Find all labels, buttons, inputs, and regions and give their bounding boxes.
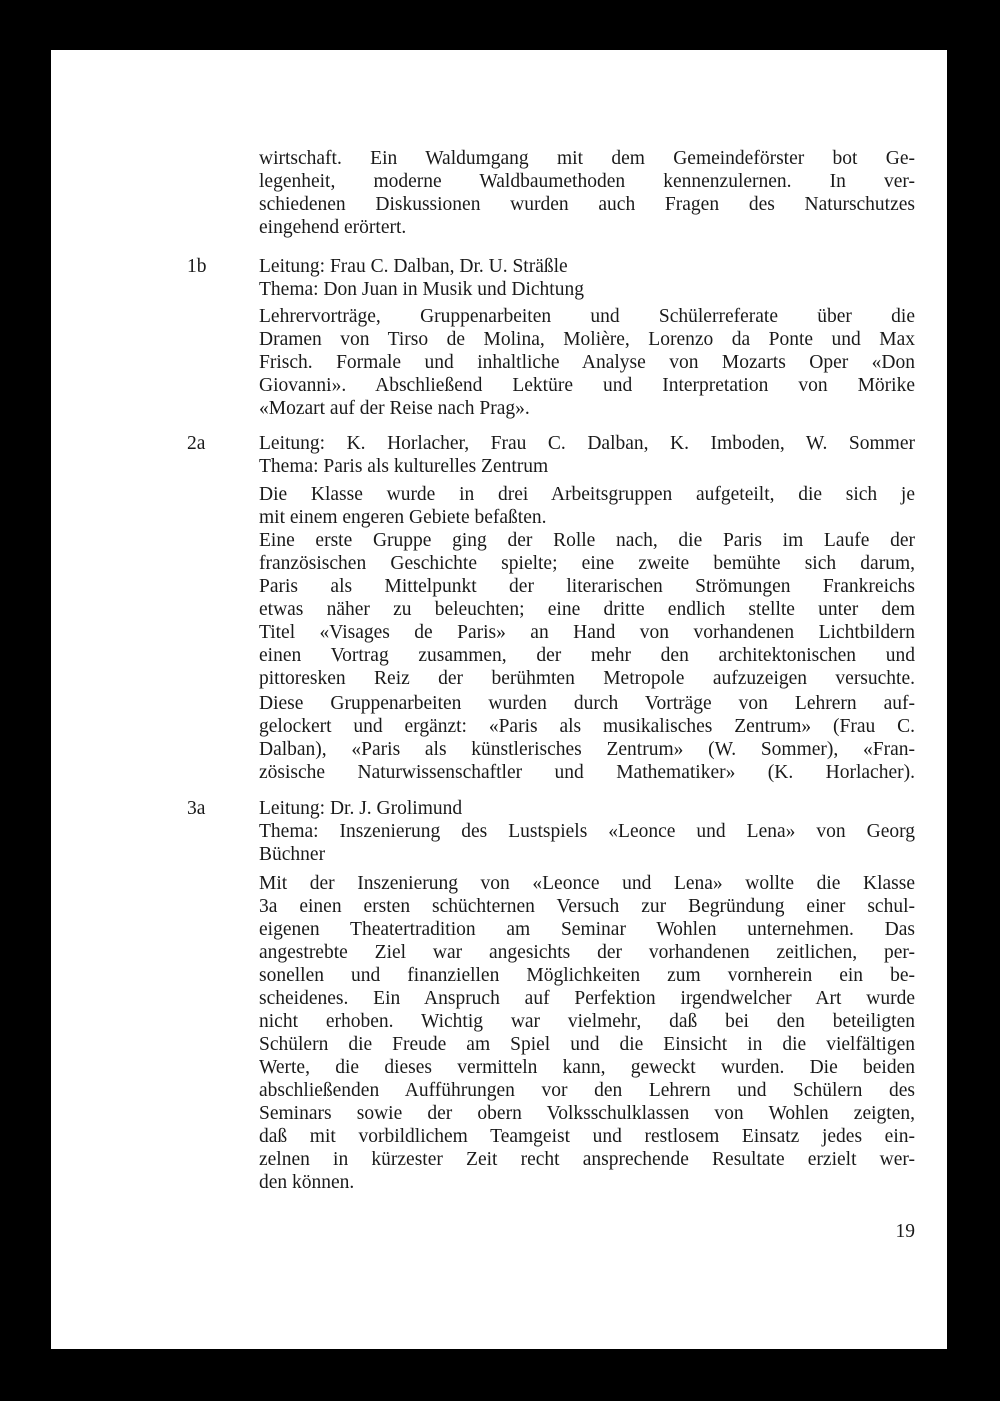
text-line: zelnen in kürzester Zeit recht ansprechende Resultate erzielt wer- <box>259 1149 915 1170</box>
section-label: 2a <box>187 433 206 454</box>
text-line: scheidenes. Ein Anspruch auf Perfektion irgendwelcher Art wurde <box>259 988 915 1009</box>
text-line: wirtschaft. Ein Waldumgang mit dem Gemeindeförster bot Ge- <box>259 148 915 169</box>
text-line: Seminars sowie der obern Volksschulklassen von Wohlen zeigten, <box>259 1103 915 1124</box>
section-leitung: Leitung: Dr. J. Grolimund <box>259 798 463 819</box>
text-line: sonellen und finanziellen Möglichkeiten zum vornherein ein be- <box>259 965 915 986</box>
text-line: Die Klasse wurde in drei Arbeitsgruppen aufgeteilt, die sich je <box>259 484 915 505</box>
text-line: gelockert und ergänzt: «Paris als musikalisches Zentrum» (Frau C. <box>259 716 915 737</box>
text-line: Diese Gruppenarbeiten wurden durch Vorträge von Lehrern auf- <box>259 693 915 714</box>
text-line: «Mozart auf der Reise nach Prag». <box>259 398 530 419</box>
text-line: etwas näher zu beleuchten; eine dritte endlich stellte unter dem <box>259 599 915 620</box>
text-line: den können. <box>259 1172 355 1193</box>
section-thema: Thema: Don Juan in Musik und Dichtung <box>259 279 584 300</box>
text-line: Schülern die Freude am Spiel und die Einsicht in die vielfältigen <box>259 1034 915 1055</box>
document-page <box>51 50 947 1349</box>
text-line: einen Vortrag zusammen, der mehr den architektonischen und <box>259 645 915 666</box>
text-line: Mit der Inszenierung von «Leonce und Lena» wollte die Klasse <box>259 873 915 894</box>
text-line: Werte, die dieses vermitteln kann, geweckt wurden. Die beiden <box>259 1057 915 1078</box>
section-label: 1b <box>187 256 207 277</box>
text-line: nicht erhoben. Wichtig war vielmehr, daß bei den beteiligten <box>259 1011 915 1032</box>
text-line: pittoresken Reiz der berühmten Metropole aufzuzeigen versuchte. <box>259 668 915 689</box>
section-thema: Thema: Inszenierung des Lustspiels «Leonce und Lena» von Georg <box>259 821 915 842</box>
text-line: Lehrervorträge, Gruppenarbeiten und Schülerreferate über die <box>259 306 915 327</box>
section-leitung: Leitung: Frau C. Dalban, Dr. U. Sträßle <box>259 256 568 277</box>
page-number: 19 <box>895 1221 915 1242</box>
text-line: legenheit, moderne Waldbaumethoden kennenzulernen. In ver- <box>259 171 915 192</box>
text-line: Dalban), «Paris als künstlerisches Zentrum» (W. Sommer), «Fran- <box>259 739 915 760</box>
text-line: Giovanni». Abschließend Lektüre und Interpretation von Mörike <box>259 375 915 396</box>
text-line: französischen Geschichte spielte; eine zweite bemühte sich darum, <box>259 553 915 574</box>
text-line: abschließenden Aufführungen vor den Lehrern und Schülern des <box>259 1080 915 1101</box>
section-thema: Büchner <box>259 844 326 865</box>
text-line: eingehend erörtert. <box>259 217 407 238</box>
section-leitung: Leitung: K. Horlacher, Frau C. Dalban, K. Imboden, W. Sommer <box>259 433 915 454</box>
text-line: Paris als Mittelpunkt der literarischen Strömungen Frankreichs <box>259 576 915 597</box>
text-line: Dramen von Tirso de Molina, Molière, Lorenzo da Ponte und Max <box>259 329 915 350</box>
section-thema: Thema: Paris als kulturelles Zentrum <box>259 456 549 477</box>
text-line: zösische Naturwissenschaftler und Mathematiker» (K. Horlacher). <box>259 762 915 783</box>
text-line: Eine erste Gruppe ging der Rolle nach, die Paris im Laufe der <box>259 530 915 551</box>
text-line: mit einem engeren Gebiete befaßten. <box>259 507 547 528</box>
section-label: 3a <box>187 798 206 819</box>
text-line: schiedenen Diskussionen wurden auch Fragen des Naturschutzes <box>259 194 915 215</box>
text-line: Titel «Visages de Paris» an Hand von vorhandenen Lichtbildern <box>259 622 915 643</box>
text-line: eigenen Theatertradition am Seminar Wohlen unternehmen. Das <box>259 919 915 940</box>
page-content <box>51 50 947 1349</box>
text-line: angestrebte Ziel war angesichts der vorhandenen zeitlichen, per- <box>259 942 915 963</box>
text-line: Frisch. Formale und inhaltliche Analyse von Mozarts Oper «Don <box>259 352 915 373</box>
text-line: daß mit vorbildlichem Teamgeist und restlosem Einsatz jedes ein- <box>259 1126 915 1147</box>
text-line: 3a einen ersten schüchternen Versuch zur Begründung einer schul- <box>259 896 915 917</box>
